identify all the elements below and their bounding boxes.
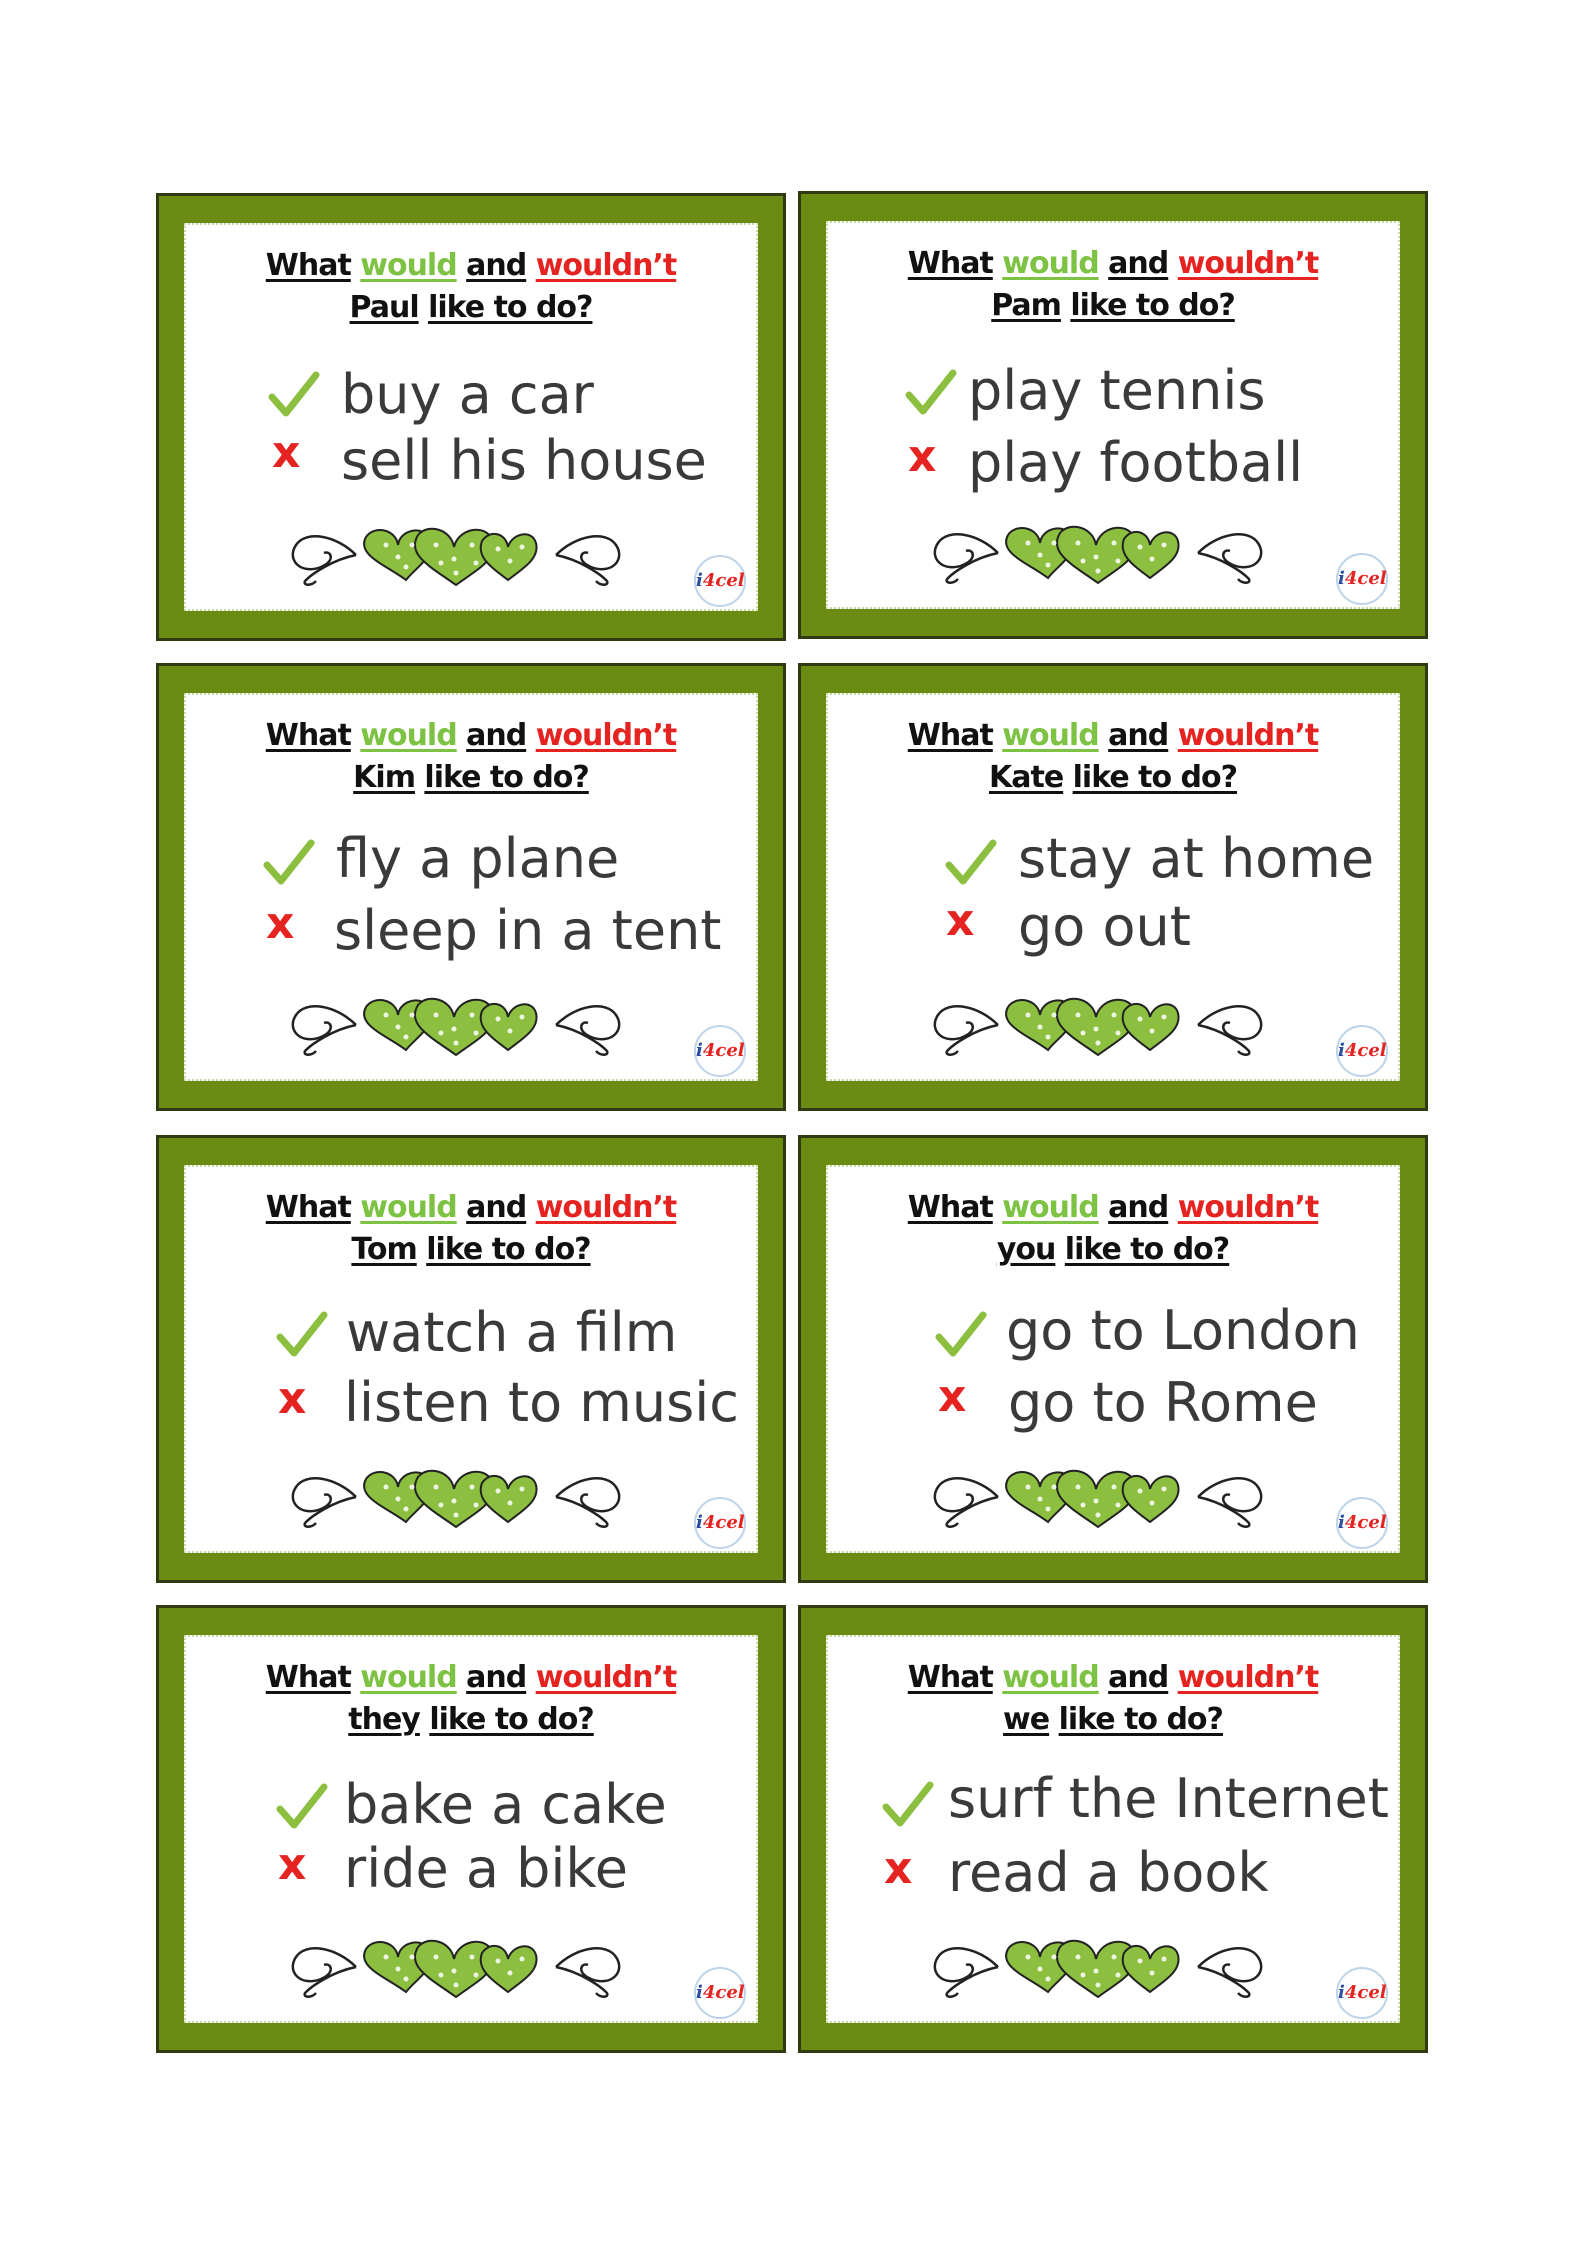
title-what: What xyxy=(265,248,351,283)
title-what: What xyxy=(907,1660,993,1695)
card-kate xyxy=(798,663,1428,1111)
card-paul xyxy=(156,193,786,641)
card-tom xyxy=(156,1135,786,1583)
title-what: What xyxy=(265,1660,351,1695)
card-body xyxy=(184,1165,758,1553)
title-and: and xyxy=(1108,718,1169,753)
card-kim xyxy=(156,663,786,1111)
title-and: and xyxy=(466,1190,527,1225)
yes-activity: surf the Internet xyxy=(948,1767,1389,1830)
card-body xyxy=(826,693,1400,1081)
title-subject: Kim xyxy=(353,760,415,795)
check-icon xyxy=(274,1779,328,1833)
title-like-to-do: like to do? xyxy=(1072,760,1238,795)
check-icon xyxy=(261,835,315,889)
title-like-to-do: like to do? xyxy=(429,1702,594,1737)
no-activity: go to Rome xyxy=(1008,1371,1318,1434)
logo-badge: i4cel xyxy=(694,1497,746,1549)
hearts-garland-icon xyxy=(286,515,626,595)
check-icon xyxy=(880,1777,934,1831)
yes-activity: watch a film xyxy=(346,1301,678,1364)
card-title xyxy=(828,715,1398,799)
card-body xyxy=(826,1165,1400,1553)
title-subject: Tom xyxy=(351,1232,417,1267)
card-body xyxy=(184,1635,758,2023)
title-subject: you xyxy=(996,1232,1056,1267)
card-pam xyxy=(798,191,1428,639)
logo-badge: i4cel xyxy=(694,1025,746,1077)
hearts-garland-icon xyxy=(928,1457,1268,1537)
cross-icon: x xyxy=(272,427,301,478)
logo-badge: i4cel xyxy=(1336,553,1388,605)
logo-badge: i4cel xyxy=(694,1967,746,2019)
check-icon xyxy=(943,835,997,889)
title-wouldnt: wouldn’t xyxy=(535,718,677,753)
check-icon xyxy=(903,365,957,419)
title-would: would xyxy=(1002,1190,1099,1225)
title-subject: they xyxy=(348,1702,420,1737)
title-wouldnt: wouldn’t xyxy=(1177,718,1319,753)
cross-icon: x xyxy=(278,1373,307,1424)
hearts-garland-icon xyxy=(928,1927,1268,2007)
card-title xyxy=(828,1187,1398,1271)
logo-badge: i4cel xyxy=(694,555,746,607)
check-icon xyxy=(933,1307,987,1361)
title-and: and xyxy=(466,1660,527,1695)
title-wouldnt: wouldn’t xyxy=(535,248,677,283)
card-title xyxy=(186,1187,756,1271)
title-and: and xyxy=(466,718,527,753)
hearts-garland-icon xyxy=(928,985,1268,1065)
card-title xyxy=(186,715,756,799)
card-body xyxy=(184,693,758,1081)
title-like-to-do: like to do? xyxy=(428,290,593,325)
title-would: would xyxy=(360,718,457,753)
no-activity: ride a bike xyxy=(344,1837,628,1900)
title-like-to-do: like to do? xyxy=(426,1232,591,1267)
check-icon xyxy=(266,367,320,421)
title-would: would xyxy=(1002,1660,1099,1695)
title-what: What xyxy=(265,718,351,753)
title-would: would xyxy=(1002,246,1099,281)
cross-icon: x xyxy=(278,1839,307,1890)
title-subject: we xyxy=(1003,1702,1050,1737)
cross-icon: x xyxy=(938,1371,967,1422)
no-activity: sleep in a tent xyxy=(334,899,722,962)
title-like-to-do: like to do? xyxy=(1070,288,1235,323)
no-activity: sell his house xyxy=(341,429,707,492)
yes-activity: fly a plane xyxy=(336,827,620,890)
no-activity: listen to music xyxy=(344,1371,739,1434)
title-wouldnt: wouldn’t xyxy=(535,1190,677,1225)
card-title xyxy=(186,245,756,329)
title-subject: Pam xyxy=(991,288,1061,323)
title-would: would xyxy=(1002,718,1099,753)
title-and: and xyxy=(1108,1190,1169,1225)
cross-icon: x xyxy=(266,898,295,949)
hearts-garland-icon xyxy=(286,985,626,1065)
check-icon xyxy=(274,1307,328,1361)
title-like-to-do: like to do? xyxy=(424,760,589,795)
card-body xyxy=(184,223,758,611)
card-we xyxy=(798,1605,1428,2053)
title-what: What xyxy=(907,246,993,281)
title-would: would xyxy=(360,1190,457,1225)
title-subject: Kate xyxy=(988,760,1064,795)
card-body xyxy=(826,221,1400,609)
card-title xyxy=(186,1657,756,1741)
title-what: What xyxy=(907,718,993,753)
hearts-garland-icon xyxy=(286,1457,626,1537)
card-they xyxy=(156,1605,786,2053)
title-what: What xyxy=(265,1190,351,1225)
card-title xyxy=(828,243,1398,327)
yes-activity: play tennis xyxy=(968,359,1266,422)
logo-badge: i4cel xyxy=(1336,1967,1388,2019)
no-activity: go out xyxy=(1018,895,1191,958)
title-and: and xyxy=(1108,1660,1169,1695)
card-title xyxy=(828,1657,1398,1741)
no-activity: play football xyxy=(968,431,1304,494)
title-would: would xyxy=(360,248,457,283)
title-would: would xyxy=(360,1660,457,1695)
card-you xyxy=(798,1135,1428,1583)
title-like-to-do: like to do? xyxy=(1058,1702,1223,1737)
yes-activity: stay at home xyxy=(1018,827,1375,890)
hearts-garland-icon xyxy=(286,1927,626,2007)
no-activity: read a book xyxy=(948,1841,1269,1904)
cross-icon: x xyxy=(946,895,975,946)
cross-icon: x xyxy=(884,1843,913,1894)
title-wouldnt: wouldn’t xyxy=(1177,1660,1319,1695)
title-wouldnt: wouldn’t xyxy=(1177,246,1319,281)
hearts-garland-icon xyxy=(928,513,1268,593)
title-wouldnt: wouldn’t xyxy=(1177,1190,1319,1225)
yes-activity: buy a car xyxy=(341,363,594,426)
yes-activity: go to London xyxy=(1006,1299,1360,1362)
title-like-to-do: like to do? xyxy=(1064,1232,1230,1267)
title-and: and xyxy=(1108,246,1169,281)
title-and: and xyxy=(466,248,527,283)
title-subject: Paul xyxy=(349,290,419,325)
title-what: What xyxy=(907,1190,993,1225)
title-wouldnt: wouldn’t xyxy=(535,1660,677,1695)
cross-icon: x xyxy=(908,431,937,482)
logo-badge: i4cel xyxy=(1336,1025,1388,1077)
card-body xyxy=(826,1635,1400,2023)
logo-badge: i4cel xyxy=(1336,1497,1388,1549)
yes-activity: bake a cake xyxy=(344,1773,667,1836)
